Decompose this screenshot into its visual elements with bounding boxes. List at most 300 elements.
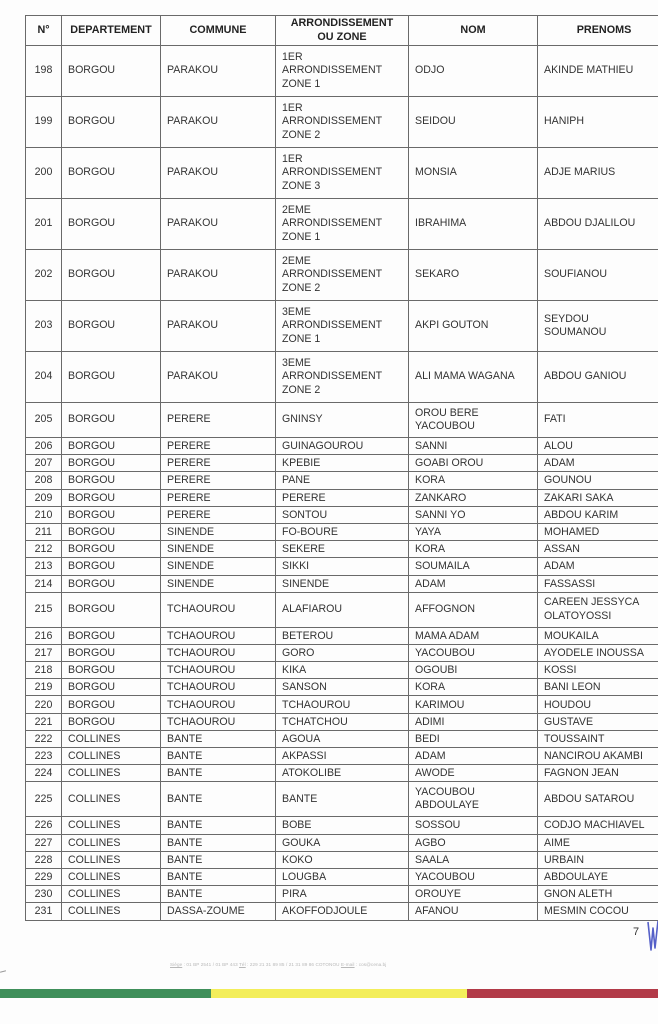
cell-nom-line: OGOUBI	[415, 664, 458, 677]
cell-departement: COLLINES	[62, 886, 161, 903]
cell-arrondissement-line: BOBE	[282, 819, 312, 832]
cell-num: 226	[26, 817, 62, 834]
cell-arrondissement	[276, 575, 409, 592]
cell-num: 200	[26, 148, 62, 199]
cell-arrondissement-line: KPEBIE	[282, 457, 321, 470]
cell-nom-line: ZANKARO	[415, 491, 467, 504]
cell-arrondissement	[276, 301, 409, 352]
cell-nom	[409, 199, 538, 250]
table-row	[26, 817, 658, 834]
cell-nom	[409, 662, 538, 679]
table-row	[26, 868, 658, 885]
cell-nom	[409, 97, 538, 148]
cell-arrondissement	[276, 148, 409, 199]
cell-departement: BORGOU	[62, 489, 161, 506]
cell-prenoms	[538, 403, 658, 438]
cell-arrondissement-line: ARRONDISSEMENT	[282, 166, 383, 179]
footer-phone: : 229 21 31 89 85 / 21 31 89 86 COTONOU	[247, 962, 340, 967]
cell-departement: BORGOU	[62, 523, 161, 540]
cell-prenoms-line: ZAKARI SAKA	[544, 491, 614, 504]
cell-commune: PERERE	[161, 489, 276, 506]
footer-phone-label: Tél	[239, 962, 246, 967]
cell-prenoms	[538, 748, 658, 765]
table-row	[26, 834, 658, 851]
cell-arrondissement-line: 1ER	[282, 102, 303, 115]
cell-arrondissement	[276, 352, 409, 403]
cell-num: 217	[26, 644, 62, 661]
cell-departement: BORGOU	[62, 696, 161, 713]
cell-departement: BORGOU	[62, 592, 161, 627]
cell-commune: PARAKOU	[161, 352, 276, 403]
cell-prenoms-line: TOUSSAINT	[544, 732, 605, 745]
cell-prenoms-line: ALOU	[544, 440, 573, 453]
cell-nom	[409, 352, 538, 403]
cell-nom-line: MAMA ADAM	[415, 629, 480, 642]
table-row	[26, 782, 658, 817]
cell-num: 219	[26, 679, 62, 696]
cell-prenoms-line: ABDOU KARIM	[544, 508, 619, 521]
cell-departement: BORGOU	[62, 199, 161, 250]
cell-commune: PERERE	[161, 455, 276, 472]
cell-prenoms-line: ADAM	[544, 560, 575, 573]
cell-prenoms	[538, 97, 658, 148]
cell-arrondissement-line: ZONE 3	[282, 179, 321, 192]
table-row	[26, 199, 658, 250]
cell-departement: BORGOU	[62, 541, 161, 558]
cell-departement: BORGOU	[62, 575, 161, 592]
cell-prenoms	[538, 662, 658, 679]
cell-prenoms	[538, 438, 658, 455]
cell-arrondissement-line: ZONE 1	[282, 230, 321, 243]
table-row	[26, 489, 658, 506]
cell-prenoms-line: ABDOU SATAROU	[544, 792, 635, 805]
cell-commune: PERERE	[161, 403, 276, 438]
cell-nom-line: KORA	[415, 681, 446, 694]
cell-arrondissement	[276, 472, 409, 489]
cell-prenoms-line: MESMIN COCOU	[544, 905, 629, 918]
cell-num: 203	[26, 301, 62, 352]
cell-arrondissement	[276, 455, 409, 472]
cell-commune: SINENDE	[161, 541, 276, 558]
cell-departement: BORGOU	[62, 403, 161, 438]
cell-prenoms-line: SOUFIANOU	[544, 268, 607, 281]
footer-email[interactable]: : cos@cena.bj	[355, 962, 387, 967]
table-row	[26, 713, 658, 730]
cell-prenoms-line: ABDOULAYE	[544, 871, 608, 884]
table-row	[26, 523, 658, 540]
cell-prenoms	[538, 627, 658, 644]
cell-arrondissement	[276, 903, 409, 920]
cell-prenoms	[538, 782, 658, 817]
flag-green-stripe	[0, 989, 211, 998]
footer-contact	[170, 962, 500, 967]
cell-prenoms	[538, 886, 658, 903]
cell-arrondissement-line: ZONE 2	[282, 281, 321, 294]
table-row	[26, 352, 658, 403]
cell-commune: BANTE	[161, 868, 276, 885]
cell-prenoms-line: AIME	[544, 836, 570, 849]
cell-arrondissement	[276, 523, 409, 540]
cell-departement: BORGOU	[62, 250, 161, 301]
cell-prenoms-line: GOUNOU	[544, 474, 592, 487]
cell-commune: TCHAOUROU	[161, 644, 276, 661]
cell-arrondissement-line: GORO	[282, 646, 315, 659]
cell-prenoms-line: NANCIROU AKAMBI	[544, 750, 643, 763]
cell-arrondissement-line: SINENDE	[282, 577, 330, 590]
cell-nom-line: GOABI OROU	[415, 457, 484, 470]
cell-nom-line: ABDOULAYE	[415, 799, 479, 812]
cell-departement: BORGOU	[62, 352, 161, 403]
cell-arrondissement-line: SIKKI	[282, 560, 310, 573]
cell-nom	[409, 713, 538, 730]
cell-nom	[409, 523, 538, 540]
cell-departement: COLLINES	[62, 868, 161, 885]
cell-nom-line: IBRAHIMA	[415, 217, 467, 230]
cell-num: 204	[26, 352, 62, 403]
cell-commune: TCHAOUROU	[161, 627, 276, 644]
cell-commune: TCHAOUROU	[161, 679, 276, 696]
cell-nom	[409, 817, 538, 834]
cell-arrondissement-line: 1ER	[282, 51, 303, 64]
cell-arrondissement-line: FO-BOURE	[282, 526, 338, 539]
cell-nom	[409, 46, 538, 97]
cell-nom	[409, 644, 538, 661]
table-row	[26, 506, 658, 523]
cell-num: 199	[26, 97, 62, 148]
cell-prenoms-line: CAREEN JESSYCA	[544, 596, 640, 609]
cell-num: 222	[26, 730, 62, 747]
cell-prenoms-line: ADAM	[544, 457, 575, 470]
cell-nom	[409, 627, 538, 644]
cell-prenoms-line: SEYDOU	[544, 312, 589, 325]
cell-arrondissement	[276, 765, 409, 782]
cell-nom	[409, 472, 538, 489]
cell-num: 224	[26, 765, 62, 782]
cell-arrondissement	[276, 489, 409, 506]
cell-arrondissement	[276, 250, 409, 301]
cell-arrondissement-line: PERERE	[282, 491, 326, 504]
cell-num: 211	[26, 523, 62, 540]
cell-arrondissement-line: SEKERE	[282, 543, 325, 556]
flag-red-stripe	[467, 989, 658, 998]
cell-nom-line: YACOUBOU	[415, 420, 475, 432]
cell-nom-line: AWODE	[415, 767, 455, 780]
cell-commune: PARAKOU	[161, 46, 276, 97]
cell-prenoms	[538, 148, 658, 199]
table-row	[26, 662, 658, 679]
cell-arrondissement-line: PANE	[282, 474, 311, 487]
cell-prenoms	[538, 730, 658, 747]
header-prenoms: PRENOMS	[538, 16, 658, 46]
table-row	[26, 558, 658, 575]
cell-prenoms	[538, 817, 658, 834]
cell-nom	[409, 903, 538, 920]
cell-arrondissement	[276, 696, 409, 713]
cell-prenoms-line: HOUDOU	[544, 698, 592, 711]
cell-arrondissement-line: KOKO	[282, 853, 313, 866]
cell-nom-line: AGBO	[415, 836, 446, 849]
cell-arrondissement-line: ZONE 1	[282, 77, 321, 90]
cell-nom-line: SANNI YO	[415, 508, 466, 521]
cell-num: 201	[26, 199, 62, 250]
table-row	[26, 903, 658, 920]
cell-departement: BORGOU	[62, 455, 161, 472]
cell-nom-line: AFANOU	[415, 905, 459, 918]
cell-nom	[409, 438, 538, 455]
cell-departement: BORGOU	[62, 148, 161, 199]
cell-commune: PARAKOU	[161, 148, 276, 199]
cell-commune: PARAKOU	[161, 301, 276, 352]
cell-arrondissement-line: 2EME	[282, 204, 311, 217]
cell-num: 231	[26, 903, 62, 920]
cell-prenoms	[538, 851, 658, 868]
cell-arrondissement-line: AKOFFODJOULE	[282, 905, 368, 918]
cell-arrondissement-line: BETEROU	[282, 629, 334, 642]
cell-prenoms	[538, 46, 658, 97]
cell-num: 209	[26, 489, 62, 506]
table-row	[26, 250, 658, 301]
cell-arrondissement-line: 3EME	[282, 306, 311, 319]
cell-commune: TCHAOUROU	[161, 713, 276, 730]
header-arrondissement-line1: ARRONDISSEMENT	[290, 17, 394, 30]
cell-nom	[409, 403, 538, 438]
header-arrondissement-line2: OU ZONE	[317, 30, 367, 43]
cell-nom-line: KORA	[415, 543, 446, 556]
cell-departement: BORGOU	[62, 558, 161, 575]
cell-arrondissement-line: ARRONDISSEMENT	[282, 217, 383, 230]
cell-arrondissement-line: ZONE 1	[282, 332, 321, 345]
cell-arrondissement-line: ZONE 2	[282, 128, 321, 141]
cell-departement: COLLINES	[62, 748, 161, 765]
cell-prenoms-line: KOSSI	[544, 664, 577, 677]
cell-prenoms	[538, 506, 658, 523]
table-row	[26, 472, 658, 489]
cell-departement: BORGOU	[62, 472, 161, 489]
cell-arrondissement	[276, 541, 409, 558]
cell-prenoms-line: FATI	[544, 413, 566, 426]
cell-arrondissement	[276, 506, 409, 523]
cell-commune: BANTE	[161, 765, 276, 782]
table-row	[26, 592, 658, 627]
cell-commune: SINENDE	[161, 523, 276, 540]
cell-prenoms-line: AYODELE INOUSSA	[544, 646, 644, 659]
table-row	[26, 765, 658, 782]
cell-arrondissement-line: BANTE	[282, 792, 318, 805]
cell-arrondissement	[276, 403, 409, 438]
cell-num: 218	[26, 662, 62, 679]
cell-nom-line: SOSSOU	[415, 819, 461, 832]
cell-prenoms-line: GNON ALETH	[544, 888, 613, 901]
cell-arrondissement	[276, 592, 409, 627]
table-row	[26, 851, 658, 868]
cell-arrondissement-line: SANSON	[282, 681, 327, 694]
cell-prenoms	[538, 868, 658, 885]
cell-prenoms-line: MOHAMED	[544, 526, 600, 539]
cell-prenoms	[538, 679, 658, 696]
cell-departement: COLLINES	[62, 730, 161, 747]
cell-arrondissement	[276, 438, 409, 455]
cell-arrondissement-line: PIRA	[282, 888, 307, 901]
cell-prenoms	[538, 834, 658, 851]
footer-address: : 01 BP 2541 / 01 BP 443	[183, 962, 238, 967]
cell-commune: PERERE	[161, 506, 276, 523]
cell-commune: SINENDE	[161, 558, 276, 575]
cell-prenoms-line: MOUKAILA	[544, 629, 599, 642]
table-row	[26, 455, 658, 472]
cell-prenoms	[538, 575, 658, 592]
cell-arrondissement-line: 2EME	[282, 255, 311, 268]
signature-initials-icon	[646, 918, 658, 954]
cell-departement: COLLINES	[62, 765, 161, 782]
cell-prenoms-line: GUSTAVE	[544, 715, 594, 728]
cell-num: 206	[26, 438, 62, 455]
cell-prenoms	[538, 696, 658, 713]
cell-departement: BORGOU	[62, 713, 161, 730]
cell-num: 221	[26, 713, 62, 730]
cell-num: 223	[26, 748, 62, 765]
cell-arrondissement-line: LOUGBA	[282, 871, 327, 884]
table-row	[26, 627, 658, 644]
cell-num: 213	[26, 558, 62, 575]
cell-prenoms	[538, 301, 658, 352]
cell-commune: DASSA-ZOUME	[161, 903, 276, 920]
cell-commune: TCHAOUROU	[161, 696, 276, 713]
cell-arrondissement	[276, 730, 409, 747]
cell-prenoms	[538, 903, 658, 920]
cell-nom-line: MONSIA	[415, 166, 457, 179]
cell-nom	[409, 834, 538, 851]
cell-departement: BORGOU	[62, 506, 161, 523]
cell-nom	[409, 782, 538, 817]
cell-nom	[409, 250, 538, 301]
cell-prenoms	[538, 250, 658, 301]
cell-arrondissement	[276, 713, 409, 730]
cell-nom-line: YACOUBOU	[415, 786, 475, 799]
cell-departement: COLLINES	[62, 782, 161, 817]
cell-nom	[409, 148, 538, 199]
cell-prenoms	[538, 713, 658, 730]
cell-commune: BANTE	[161, 817, 276, 834]
cell-arrondissement-line: ALAFIAROU	[282, 603, 343, 616]
header-departement: DEPARTEMENT	[62, 16, 161, 46]
cell-arrondissement-line: ARRONDISSEMENT	[282, 64, 383, 77]
cell-arrondissement-line: ARRONDISSEMENT	[282, 268, 383, 281]
cell-arrondissement-line: GUINAGOUROU	[282, 440, 364, 453]
cell-prenoms	[538, 455, 658, 472]
cell-departement: COLLINES	[62, 817, 161, 834]
table-header-row	[26, 16, 658, 46]
cell-nom	[409, 592, 538, 627]
cell-nom-line: ADIMI	[415, 715, 445, 728]
cell-arrondissement	[276, 46, 409, 97]
cell-num: 216	[26, 627, 62, 644]
table-row	[26, 644, 658, 661]
cell-nom	[409, 748, 538, 765]
cell-departement: BORGOU	[62, 644, 161, 661]
cell-arrondissement-line: ARRONDISSEMENT	[282, 115, 383, 128]
cell-arrondissement-line: 3EME	[282, 357, 311, 370]
cell-prenoms-line: FASSASSI	[544, 577, 596, 590]
cell-prenoms	[538, 541, 658, 558]
cell-num: 230	[26, 886, 62, 903]
cell-arrondissement-line: AKPASSI	[282, 750, 327, 763]
cell-num: 210	[26, 506, 62, 523]
cell-commune: BANTE	[161, 886, 276, 903]
cell-arrondissement-line: TCHATCHOU	[282, 715, 348, 728]
margin-mark	[0, 970, 6, 973]
cell-arrondissement	[276, 851, 409, 868]
cell-departement: BORGOU	[62, 662, 161, 679]
cell-prenoms	[538, 592, 658, 627]
cell-prenoms-line: OLATOYOSSI	[544, 609, 612, 622]
table-row	[26, 301, 658, 352]
cell-commune: BANTE	[161, 782, 276, 817]
cell-nom-line: OROU BERE	[415, 406, 479, 419]
table-row	[26, 403, 658, 438]
cell-prenoms-line: AKINDE MATHIEU	[544, 64, 634, 77]
cell-nom	[409, 301, 538, 352]
cell-num: 212	[26, 541, 62, 558]
header-nom: NOM	[409, 16, 538, 46]
cell-num: 207	[26, 455, 62, 472]
cell-commune: BANTE	[161, 834, 276, 851]
cell-departement: COLLINES	[62, 851, 161, 868]
flag-color-bar	[0, 989, 658, 998]
cell-arrondissement-line: 1ER	[282, 153, 303, 166]
cell-prenoms	[538, 489, 658, 506]
cell-prenoms-line: ABDOU GANIOU	[544, 370, 627, 383]
cell-nom-line: ODJO	[415, 64, 445, 77]
cell-nom	[409, 730, 538, 747]
cell-nom-line: KORA	[415, 474, 446, 487]
cell-arrondissement-line: ATOKOLIBE	[282, 767, 342, 780]
cell-arrondissement	[276, 834, 409, 851]
cell-nom	[409, 696, 538, 713]
cell-arrondissement-line: TCHAOUROU	[282, 698, 351, 711]
cell-prenoms-line: ASSAN	[544, 543, 580, 556]
cell-nom-line: SAALA	[415, 853, 450, 866]
cell-arrondissement-line: SONTOU	[282, 508, 328, 521]
roster-body	[26, 46, 658, 921]
cell-nom	[409, 679, 538, 696]
cell-nom-line: KARIMOU	[415, 698, 465, 711]
cell-nom-line: SEKARO	[415, 268, 460, 281]
cell-departement: BORGOU	[62, 438, 161, 455]
cell-departement: BORGOU	[62, 627, 161, 644]
table-row	[26, 696, 658, 713]
table-row	[26, 730, 658, 747]
cell-num: 202	[26, 250, 62, 301]
cell-nom-line: ADAM	[415, 750, 446, 763]
cell-nom-line: AKPI GOUTON	[415, 319, 489, 332]
cell-prenoms-line: ADJE MARIUS	[544, 166, 616, 179]
cell-commune: PARAKOU	[161, 250, 276, 301]
cell-prenoms	[538, 352, 658, 403]
page-number: 7	[633, 926, 640, 938]
footer-email-label: E-mail	[340, 962, 355, 967]
cell-nom-line: YAYA	[415, 526, 441, 539]
cell-arrondissement-line: ZONE 2	[282, 383, 321, 396]
cell-prenoms	[538, 199, 658, 250]
cell-arrondissement	[276, 748, 409, 765]
cell-nom	[409, 868, 538, 885]
cell-prenoms-line: BANI LEON	[544, 681, 601, 694]
cell-num: 205	[26, 403, 62, 438]
header-commune: COMMUNE	[161, 16, 276, 46]
cell-arrondissement	[276, 817, 409, 834]
cell-prenoms-line: HANIPH	[544, 115, 585, 128]
footer-address-label: Siège	[170, 962, 183, 967]
